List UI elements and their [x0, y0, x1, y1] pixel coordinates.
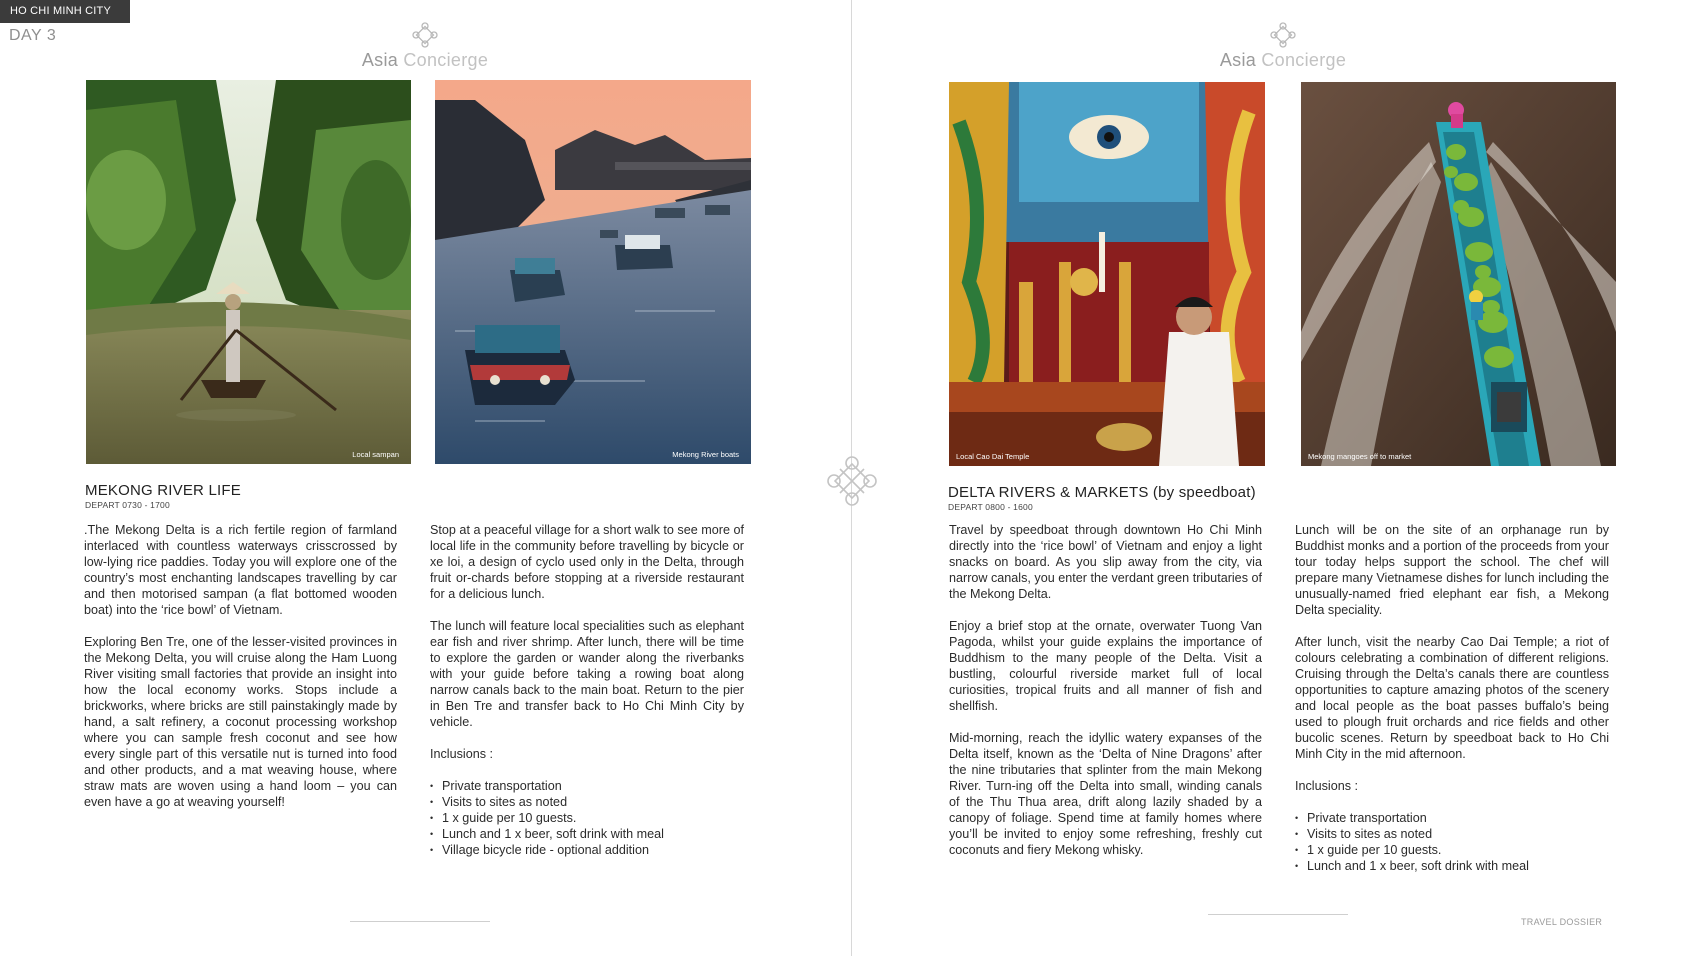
brand-name-light: Concierge [398, 50, 489, 70]
inclusions-label: Inclusions : [1295, 779, 1358, 793]
paragraph: Exploring Ben Tre, one of the lesser-visited provinces in the Mekong Delta, you will cruise along the Ham Luong River visiting small factories that provide an insight into how the local economy works. Stops include a brickworks, where bricks are still painstakingly made by hand, a salt refinery, a coconut processing workshop where you can sample fresh coconut and see how every single part of this versatile nut is turned into food and other products, and a mat weaving house, where straw mats are woven using a hand loom – you can even have a go at weaving yourself! [84, 635, 397, 809]
photo-caption: Local Cao Dai Temple [956, 452, 1030, 461]
list-item: • Lunch and 1 x beer, soft drink with meal [430, 826, 744, 842]
inclusions-label: Inclusions : [430, 747, 493, 761]
photo-mekong-mangoes [1301, 82, 1616, 466]
day-label: DAY 3 [9, 27, 57, 44]
center-knot-icon [826, 455, 878, 507]
delta-column-1 [949, 522, 1262, 874]
river-boats-image-icon [435, 80, 751, 464]
paragraph: The lunch will feature local specialities such as elephant ear fish and river shrimp. After lunch, there will be time to explore the garden or wander along the riverbanks with your guide before taking a rowing boat along narrow canals back to the main boat. Return to the pier in Ben Tre and transfer back to Ho Chi Minh City by vehicle. [430, 619, 744, 729]
mekong-column-1 [84, 522, 397, 826]
list-item: • Visits to sites as noted [430, 794, 744, 810]
paragraph: .The Mekong Delta is a rich fertile region of farmland interlaced with countless waterways crisscrossed by low-lying rice paddies. Today you will explore one of the country’s most enchanting landscapes travelling by car and then motorised sampan (a flat bottomed wooden boat) into the ‘rice bowl’ of Vietnam. [84, 523, 397, 617]
brand-name-bold: Asia [361, 50, 399, 70]
photo-caption: Mekong mangoes off to market [1308, 452, 1412, 461]
section-title-delta: DELTA RIVERS & MARKETS (by speedboat) [948, 484, 1256, 501]
photo-caption: Mekong River boats [672, 450, 739, 459]
photo-mekong-river-boats [435, 80, 751, 464]
paragraph: Stop at a peaceful village for a short walk to see more of local life in the community before travelling by bicycle or xe loi, a design of cyclo used only in the Delta, through fruit or-chards before stopping at a riverside restaurant for a delicious lunch. [430, 523, 744, 601]
brand-name [355, 50, 495, 71]
list-item: • Village bicycle ride - optional addition [430, 842, 744, 858]
paragraph: Lunch will be on the site of an orphanage run by Buddhist monks and a portion of the proceeds from your tour today helps support the school. The chef will prepare many Vietnamese dishes for lunch including the unusually-named fried elephant ear fish, a Mekong Delta speciality. [1295, 523, 1609, 617]
depart-time-delta: DEPART 0800 - 1600 [948, 502, 1033, 512]
brand-name-light: Concierge [1256, 50, 1347, 70]
paragraph: Travel by speedboat through downtown Ho Chi Minh directly into the ‘rice bowl’ of Vietnam and enjoy a light snacks on board. As you slip away from the city, via narrow canals, you enter the verdant green tributaries of the Mekong Delta. [949, 523, 1262, 601]
list-item: • Private transportation [430, 778, 744, 794]
photo-local-sampan [86, 80, 411, 464]
brand-name [1213, 50, 1353, 71]
footer-rule-left [350, 921, 490, 922]
brand-logo-right [1213, 22, 1353, 71]
list-item: • 1 x guide per 10 guests. [1295, 842, 1609, 858]
photo-cao-dai-temple [949, 82, 1265, 466]
mango-boat-image-icon [1301, 82, 1616, 466]
depart-time-mekong: DEPART 0730 - 1700 [85, 500, 170, 510]
knot-logo-icon [1270, 22, 1296, 48]
paragraph: After lunch, visit the nearby Cao Dai Temple; a riot of colours celebrating a combination of different religions. Cruising through the Delta’s canals there are countless opportunities to capture amazing photos of the scenery and local people as the boat passes buffalo’s being used to plough fruit orchards and rice fields and other bucolic scenes. Return by speedboat back to Ho Chi Minh City in the mid afternoon. [1295, 635, 1609, 761]
inclusions-list [1295, 810, 1609, 874]
delta-column-2 [1295, 522, 1609, 874]
list-item: • Lunch and 1 x beer, soft drink with meal [1295, 858, 1609, 874]
mekong-column-2 [430, 522, 744, 858]
section-title-mekong: MEKONG RIVER LIFE [85, 482, 241, 499]
brand-logo-left [355, 22, 495, 71]
paragraph: Enjoy a brief stop at the ornate, overwater Tuong Van Pagoda, whilst your guide explains the importance of Buddhism to the many people of the Delta. Visit a bustling, colourful riverside market full of local curiosities, tropical fruits and all manner of fish and shellfish. [949, 619, 1262, 713]
inclusions-list [430, 778, 744, 858]
list-item: • 1 x guide per 10 guests. [430, 810, 744, 826]
list-item: • Visits to sites as noted [1295, 826, 1609, 842]
paragraph: Mid-morning, reach the idyllic watery expanses of the Delta itself, known as the ‘Delta of Nine Dragons’ after the nine tributaries that splinter from the main Mekong River. Turn-ing off the Delta into small, winding canals of the Thu Thua area, drift along lazily shaded by a canopy of foliage. Spend time at family homes where you’ll be invited to enjoy some refreshing, freshly cut coconuts and fiery Mekong whisky. [949, 731, 1262, 857]
sampan-image-icon [86, 80, 411, 464]
footer-rule-right [1208, 914, 1348, 915]
knot-logo-icon [412, 22, 438, 48]
footer-travel-dossier: TRAVEL DOSSIER [1521, 917, 1603, 927]
city-tag: HO CHI MINH CITY [0, 0, 130, 23]
temple-image-icon [949, 82, 1265, 466]
list-item: • Private transportation [1295, 810, 1609, 826]
photo-caption: Local sampan [352, 450, 399, 459]
brand-name-bold: Asia [1219, 50, 1257, 70]
